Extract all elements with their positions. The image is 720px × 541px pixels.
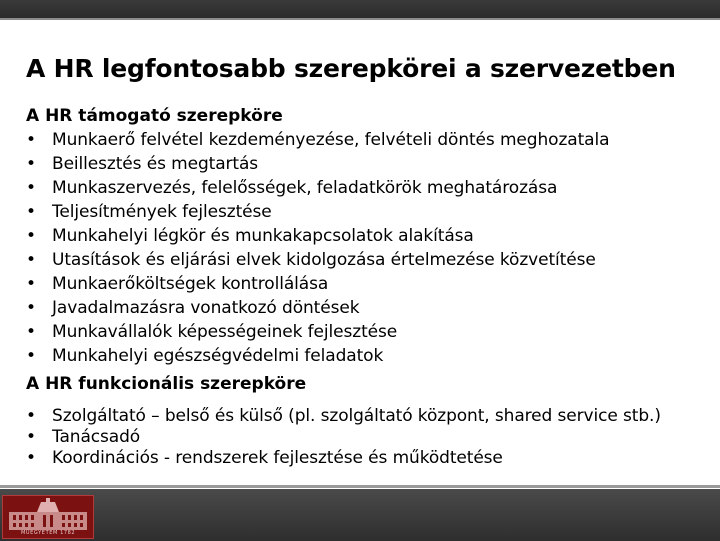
slide-content [26,104,706,469]
functional-role-heading: A HR funkcionális szerepköre [26,374,307,394]
slide-title: A HR legfontosabb szerepkörei a szervezetben [26,54,676,83]
list-item [26,224,706,248]
list-item-text: Utasítások és eljárási elvek kidolgozása értelmezése közvetítése [52,250,596,270]
top-header-bar [0,0,720,18]
functional-role-list [26,406,706,469]
list-item-text: Javadalmazásra vonatkozó döntések [52,298,360,318]
list-item [26,427,706,448]
list-item-text: Munkaerőköltségek kontrollálása [52,274,329,294]
bullet-icon: • [26,178,36,198]
section-spacer [26,396,706,406]
list-item-text: Munkavállalók képességeinek fejlesztése [52,322,398,342]
bullet-icon: • [26,406,36,426]
bullet-icon: • [26,322,36,342]
list-item-text: Tanácsadó [52,427,141,447]
bullet-icon: • [26,448,36,468]
list-item [26,320,706,344]
top-divider [0,18,720,20]
university-logo [2,495,94,539]
list-item [26,200,706,224]
bullet-icon: • [26,298,36,318]
list-item-text: Munkaerő felvétel kezdeményezése, felvételi döntés meghozatala [52,130,610,150]
support-role-list [26,128,706,368]
list-item-text: Koordinációs - rendszerek fejlesztése és működtetése [52,448,503,468]
list-item-text: Munkaszervezés, felelősségek, feladatkörök meghatározása [52,178,558,198]
list-item [26,344,706,368]
logo-caption: MŰEGYETEM 1782 [21,530,76,536]
list-item-text: Munkahelyi egészségvédelmi feladatok [52,346,384,366]
list-item-text: Teljesítmények fejlesztése [52,202,272,222]
list-item [26,152,706,176]
bullet-icon: • [26,427,36,447]
bullet-icon: • [26,202,36,222]
list-item [26,248,706,272]
bullet-icon: • [26,274,36,294]
bullet-icon: • [26,130,36,150]
bullet-icon: • [26,226,36,246]
bullet-icon: • [26,346,36,366]
footer-divider [0,485,720,488]
bullet-icon: • [26,250,36,270]
footer-bar [0,489,720,541]
list-item [26,406,706,427]
list-item [26,448,706,469]
list-item-text: Munkahelyi légkör és munkakapcsolatok alakítása [52,226,474,246]
list-item-text: Beillesztés és megtartás [52,154,259,174]
list-item [26,176,706,200]
list-item [26,128,706,152]
support-role-heading: A HR támogató szerepköre [26,106,283,126]
list-item [26,272,706,296]
list-item [26,296,706,320]
bullet-icon: • [26,154,36,174]
list-item-text: Szolgáltató – belső és külső (pl. szolgáltató központ, shared service stb.) [52,406,661,426]
